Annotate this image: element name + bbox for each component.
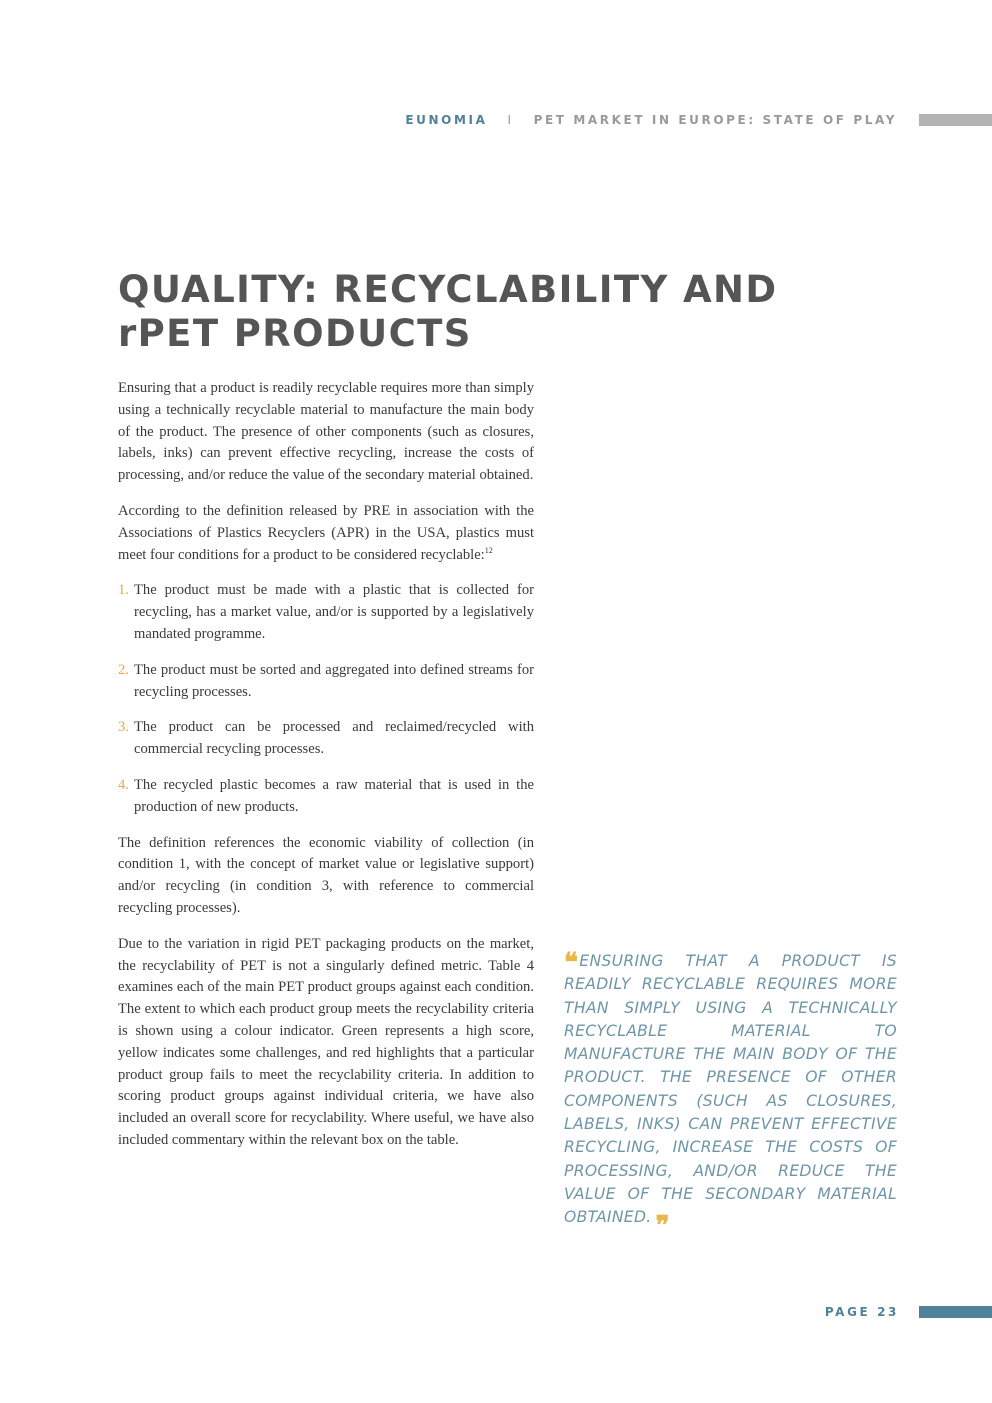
- header-separator: I: [507, 113, 514, 127]
- body-column: [118, 378, 534, 1166]
- running-header: [405, 113, 897, 127]
- list-item-text: The product must be sorted and aggregated into defined streams for recycling processes.: [134, 661, 534, 700]
- footer-accent-bar: [919, 1306, 992, 1318]
- list-item: [118, 580, 534, 645]
- header-title: PET MARKET IN EUROPE: STATE OF PLAY: [533, 113, 897, 127]
- list-number: 4.: [118, 776, 129, 793]
- list-item: [118, 660, 534, 704]
- list-number: 3.: [118, 719, 129, 736]
- footnote-ref[interactable]: 12: [484, 545, 493, 555]
- list-number: 1.: [118, 582, 129, 599]
- open-quote-icon: ❝: [564, 948, 579, 978]
- header-brand: EUNOMIA: [405, 113, 488, 127]
- conditions-list: [118, 580, 534, 818]
- page-header: [405, 112, 992, 128]
- pull-quote-text: ENSURING THAT A PRODUCT IS READILY RECYCLABLE REQUIRES MORE THAN SIMPLY USING A TECHNICALLY RECYCLABLE MATERIAL TO MANUFACTURE THE MAIN BODY OF THE PRODUCT. THE PRESENCE OF OTHER COMPONENTS (SUCH AS CLOSURES, LABELS, INKS) CAN PREVENT EFFECTIVE RECYCLING, INCREASE THE COSTS OF PROCESSING, AND/OR REDUCE THE VALUE OF THE SECONDARY MATERIAL OBTAINED.: [564, 952, 897, 1227]
- close-quote-icon: ❞: [655, 1211, 670, 1242]
- page-title: QUALITY: RECYCLABILITY AND rPET PRODUCTS: [118, 268, 778, 355]
- page-footer: [825, 1305, 992, 1319]
- paragraph-2: [118, 501, 534, 566]
- list-item: [118, 717, 534, 761]
- list-item-text: The product can be processed and reclaimed/recycled with commercial recycling processes.: [134, 719, 534, 758]
- list-number: 2.: [118, 661, 129, 678]
- page-number: PAGE 23: [824, 1305, 899, 1319]
- list-item-text: The recycled plastic becomes a raw material that is used in the production of new products.: [134, 776, 534, 815]
- pull-quote: [564, 948, 897, 1242]
- list-item: [118, 775, 534, 819]
- list-item-text: The product must be made with a plastic that is collected for recycling, has a market value, and/or is supported by a legislatively mandated programme.: [134, 582, 534, 642]
- header-accent-bar: [919, 114, 992, 126]
- paragraph-3: The definition references the economic viability of collection (in condition 1, with the concept of market value or legislative support) and/or recycling (in condition 3, with reference to commercial recycling processes).: [118, 834, 534, 916]
- paragraph-1: Ensuring that a product is readily recyclable requires more than simply using a technically recyclable material to manufacture the main body of the product. The presence of other components (such as closures, labels, inks) can prevent effective recycling, increase the costs of processing, and/or reduce the value of the secondary material obtained.: [118, 380, 534, 484]
- paragraph-2-text: According to the definition released by PRE in association with the Associations of Plastics Recyclers (APR) in the USA, plastics must meet four conditions for a product to be considered recyclable:: [118, 502, 534, 563]
- paragraph-4: Due to the variation in rigid PET packaging products on the market, the recyclability of PET is not a singularly defined metric. Table 4 examines each of the main PET product groups against each condition. The extent to which each product group meets the recyclability criteria is shown using a colour indicator. Green represents a high score, yellow indicates some challenges, and red highlights that a particular product group fails to meet the recyclability criteria. In addition to scoring product groups against individual criteria, we have also included an overall score for recyclability. Where useful, we have also included commentary within the relevant box on the table.: [118, 935, 534, 1148]
